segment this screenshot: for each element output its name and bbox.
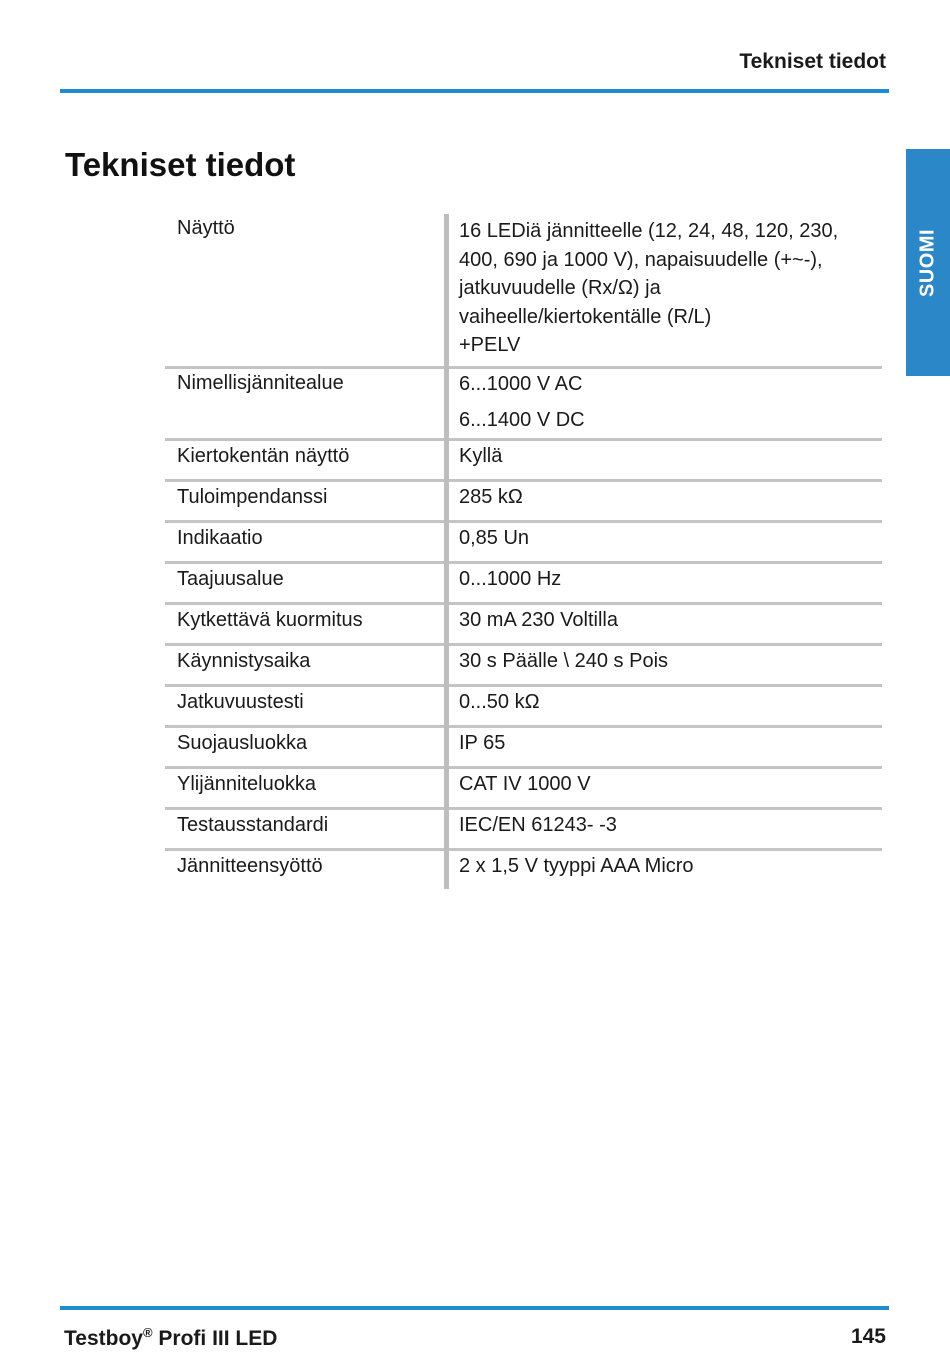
top-rule [60, 89, 889, 93]
table-row [165, 367, 882, 439]
language-tab [906, 149, 950, 376]
spec-label: Indikaatio [177, 526, 263, 549]
page-title: Tekniset tiedot [65, 146, 296, 183]
spec-value: Kyllä [447, 439, 883, 480]
spec-table [165, 214, 882, 889]
spec-value-line: vaiheelle/kiertokentälle (R/L) [459, 305, 712, 328]
spec-value: 0,85 Un [447, 521, 883, 562]
table-row [165, 562, 882, 603]
spec-value: 30 s Päälle \ 240 s Pois [447, 644, 883, 685]
footer-product-name [64, 1325, 277, 1351]
table-row [165, 521, 882, 562]
table-row [165, 685, 882, 726]
spec-label: Suojausluokka [177, 731, 308, 754]
spec-label: Jatkuvuustesti [177, 690, 304, 713]
spec-value: CAT IV 1000 V [447, 767, 883, 808]
spec-value-line: jatkuvuudelle (Rx/Ω) ja [459, 277, 661, 299]
bottom-rule [60, 1306, 889, 1310]
spec-value [447, 214, 883, 367]
spec-value [447, 367, 883, 439]
footer-model: Profi III LED [152, 1327, 278, 1350]
spec-label: Tuloimpendanssi [177, 485, 328, 508]
table-row [165, 214, 882, 367]
spec-label: Kiertokentän näyttö [177, 444, 350, 467]
spec-label: Ylijänniteluokka [177, 772, 316, 795]
spec-value: 0...1000 Hz [447, 562, 883, 603]
table-row [165, 480, 882, 521]
table-row [165, 849, 882, 889]
footer-brand: Testboy [64, 1327, 143, 1350]
spec-value: 285 kΩ [447, 480, 883, 521]
language-tab-label: SUOMI [916, 228, 939, 297]
spec-label: Nimellisjännitealue [177, 371, 344, 394]
spec-label: Testausstandardi [177, 813, 329, 836]
table-row [165, 808, 882, 849]
table-row [165, 439, 882, 480]
table-row [165, 767, 882, 808]
page-number: 145 [850, 1325, 886, 1348]
table-row [165, 644, 882, 685]
spec-value-line: 16 LEDiä jännitteelle (12, 24, 48, 120, 230, [459, 220, 839, 242]
table-row [165, 726, 882, 767]
spec-value-line: 6...1400 V DC [459, 408, 585, 431]
spec-label: Näyttö [177, 217, 235, 239]
spec-value: IEC/EN 61243- -3 [447, 808, 883, 849]
spec-value-line: 400, 690 ja 1000 V), napaisuudelle (+~-), [459, 248, 823, 271]
spec-value: 2 x 1,5 V tyyppi AAA Micro [447, 849, 883, 889]
table-row [165, 603, 882, 644]
spec-label: Käynnistysaika [177, 649, 311, 672]
spec-label: Jännitteensyöttö [177, 854, 323, 877]
spec-value: IP 65 [447, 726, 883, 767]
running-header-title: Tekniset tiedot [739, 50, 886, 73]
spec-value: 30 mA 230 Voltilla [447, 603, 883, 644]
spec-label: Taajuusalue [177, 567, 284, 590]
spec-value-line: +PELV [459, 334, 521, 356]
spec-label: Kytkettävä kuormitus [177, 608, 363, 631]
registered-mark: ® [142, 1325, 153, 1340]
spec-value-line: 6...1000 V AC [459, 372, 583, 395]
spec-value: 0...50 kΩ [447, 685, 883, 726]
